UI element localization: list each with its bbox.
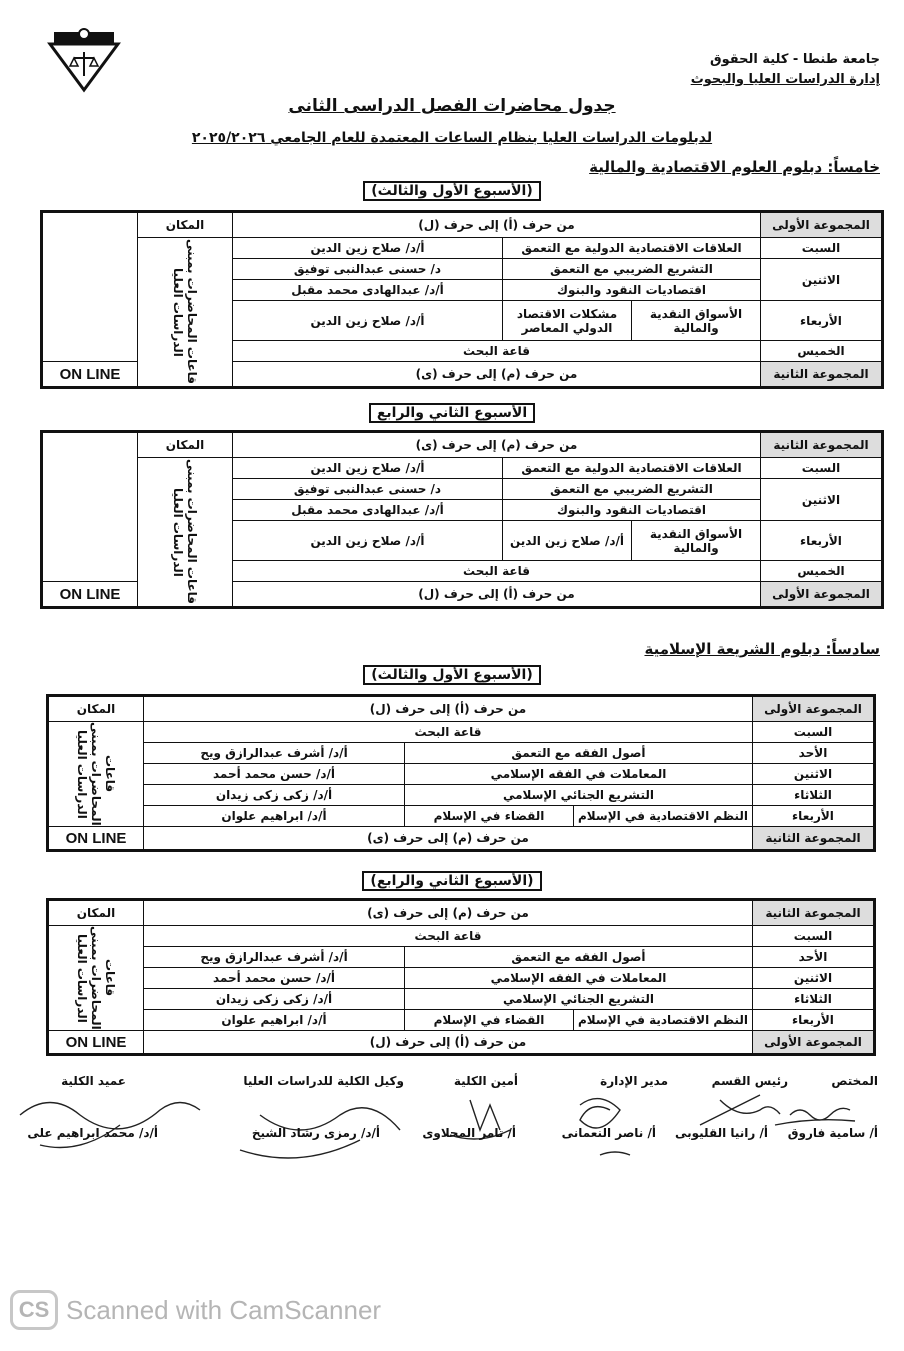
- place-cell: قاعات المحاضرات بمبنى الدراسات العليا: [138, 458, 233, 608]
- letter-range: من حرف (أ) إلى حرف (ل): [144, 696, 753, 722]
- professor-cell: أ/د/ ابراهيم علوان: [144, 806, 405, 827]
- group-label: المجموعة الأولى: [761, 212, 883, 238]
- signature-role: عميد الكلية: [61, 1074, 126, 1088]
- letter-range: من حرف (م) إلى حرف (ى): [144, 827, 753, 851]
- research-hall: قاعة البحث: [233, 561, 761, 582]
- course-cell: التشريع الضريبي مع التعمق: [503, 259, 761, 280]
- place-cell: قاعات المحاضرات بمبنى الدراسات العليا: [138, 238, 233, 388]
- signature-role: المختص: [831, 1074, 878, 1088]
- week-label: (الأسبوع الأول والثالث): [0, 667, 904, 683]
- group-label: المجموعة الثانية: [761, 432, 883, 458]
- online-label: ON LINE: [48, 827, 144, 851]
- day-cell: الأحد: [753, 947, 875, 968]
- place-header: المكان: [138, 432, 233, 458]
- professor-cell: أ/د/ ابراهيم علوان: [144, 1010, 405, 1031]
- professor-cell: أ/د/ أشرف عبدالرازق ويح: [144, 743, 405, 764]
- professor-cell: أ/د/ حسن محمد أحمد: [144, 764, 405, 785]
- course-cell: الأسواق النقدية والمالية: [632, 301, 761, 341]
- professor-cell: أ/د/ صلاح زين الدين: [233, 238, 503, 259]
- place-header: المكان: [48, 696, 144, 722]
- day-cell: السبت: [761, 238, 883, 259]
- signature-name: أ/ رانيا القليوبى: [674, 1126, 768, 1140]
- letter-range: من حرف (م) إلى حرف (ى): [233, 362, 761, 388]
- course-cell: أصول الفقه مع التعمق: [405, 947, 753, 968]
- professor-cell: أ/د/ صلاح زين الدين: [233, 458, 503, 479]
- professor-cell: أ/د/ عبدالهادى محمد مقبل: [233, 280, 503, 301]
- group-label: المجموعة الثانية: [753, 900, 875, 926]
- professor-cell: أ/د/ حسن محمد أحمد: [144, 968, 405, 989]
- department-name: إدارة الدراسات العليا والبحوث: [690, 72, 880, 87]
- letter-range: من حرف (م) إلى حرف (ى): [233, 432, 761, 458]
- research-hall: قاعة البحث: [144, 722, 753, 743]
- professor-cell: أ/د/ زكى زكى زيدان: [144, 785, 405, 806]
- group-label: المجموعة الثانية: [761, 362, 883, 388]
- day-cell: الاثنين: [753, 968, 875, 989]
- signature-name: أ/ سامية فاروق: [787, 1126, 878, 1140]
- group-label: المجموعة الثانية: [753, 827, 875, 851]
- schedule-table: [46, 694, 876, 852]
- schedule-table: [40, 430, 884, 609]
- course-cell: النظم الاقتصادية في الإسلام: [574, 806, 753, 827]
- day-cell: السبت: [753, 926, 875, 947]
- professor-cell: أ/د/ أشرف عبدالرازق ويح: [144, 947, 405, 968]
- letter-range: من حرف (أ) إلى حرف (ل): [233, 212, 761, 238]
- schedule-table: [40, 210, 884, 389]
- professor-cell: أ/د/ عبدالهادى محمد مقبل: [233, 500, 503, 521]
- camscanner-text: Scanned with CamScanner: [66, 1294, 382, 1325]
- day-cell: الخميس: [761, 341, 883, 362]
- section-title: خامساً: دبلوم العلوم الاقتصادية والمالية: [589, 158, 880, 176]
- university-name: جامعة طنطا - كلية الحقوق: [709, 52, 880, 67]
- course-cell: المعاملات في الفقه الإسلامي: [405, 968, 753, 989]
- course-cell: المعاملات في الفقه الإسلامي: [405, 764, 753, 785]
- professor-cell: أ/د/ صلاح زين الدين: [233, 521, 503, 561]
- week-label: (الأسبوع الأول والثالث): [0, 183, 904, 199]
- signature-name: أ/د/ رمزى رشاد الشيخ: [251, 1126, 380, 1140]
- course-cell: التشريع الجنائي الإسلامي: [405, 785, 753, 806]
- group-label: المجموعة الأولى: [753, 1031, 875, 1055]
- signature-name: أ/ تامر المحلاوى: [422, 1126, 516, 1140]
- course-cell: اقتصاديات النقود والبنوك: [503, 280, 761, 301]
- course-cell: العلاقات الاقتصادية الدولية مع التعمق: [503, 238, 761, 259]
- course-cell: القضاء في الإسلام: [405, 806, 574, 827]
- day-cell: الأحد: [753, 743, 875, 764]
- course-cell: التشريع الجنائي الإسلامي: [405, 989, 753, 1010]
- course-cell: العلاقات الاقتصادية الدولية مع التعمق: [503, 458, 761, 479]
- group-label: المجموعة الأولى: [761, 582, 883, 608]
- signature-role: وكيل الكلية للدراسات العليا: [243, 1074, 404, 1088]
- place-cell: قاعات المحاضرات بمبنى الدراسات العليا: [48, 926, 144, 1031]
- professor-cell: د/ حسنى عبدالنبى توفيق: [233, 259, 503, 280]
- week-label: (الأسبوع الثاني والرابع): [0, 873, 904, 889]
- letter-range: من حرف (أ) إلى حرف (ل): [233, 582, 761, 608]
- online-label: ON LINE: [42, 582, 138, 608]
- place-cell: قاعات المحاضرات بمبنى الدراسات العليا: [48, 722, 144, 827]
- course-cell: مشكلات الاقتصاد الدولي المعاصر: [503, 301, 632, 341]
- place-header: المكان: [48, 900, 144, 926]
- signature-name: أ/ ناصر النعمانى: [561, 1126, 656, 1140]
- day-cell: الاثنين: [761, 259, 883, 301]
- schedule-table: [46, 898, 876, 1056]
- section-title: سادساً: دبلوم الشريعة الإسلامية: [644, 640, 880, 658]
- day-cell: الاثنين: [753, 764, 875, 785]
- day-cell: الأربعاء: [761, 521, 883, 561]
- day-cell: السبت: [761, 458, 883, 479]
- professor-cell: د/ حسنى عبدالنبى توفيق: [233, 479, 503, 500]
- university-logo: [44, 22, 124, 98]
- course-cell: النظم الاقتصادية في الإسلام: [574, 1010, 753, 1031]
- day-cell: الثلاثاء: [753, 785, 875, 806]
- camscanner-watermark: [10, 1290, 381, 1330]
- day-cell: الأربعاء: [761, 301, 883, 341]
- page-title: جدول محاضرات الفصل الدراسى الثانى: [288, 96, 616, 116]
- day-cell: الأربعاء: [753, 1010, 875, 1031]
- signature-names: [16, 1126, 888, 1144]
- day-cell: الاثنين: [761, 479, 883, 521]
- course-cell: التشريع الضريبي مع التعمق: [503, 479, 761, 500]
- online-label: ON LINE: [42, 362, 138, 388]
- professor-cell: أ/د/ زكى زكى زيدان: [144, 989, 405, 1010]
- signature-role: رئيس القسم: [711, 1074, 788, 1088]
- camscanner-logo-icon: CS: [10, 1290, 58, 1330]
- day-cell: السبت: [753, 722, 875, 743]
- research-hall: قاعة البحث: [233, 341, 761, 362]
- day-cell: الخميس: [761, 561, 883, 582]
- letter-range: من حرف (م) إلى حرف (ى): [144, 900, 753, 926]
- group-label: المجموعة الأولى: [753, 696, 875, 722]
- research-hall: قاعة البحث: [144, 926, 753, 947]
- professor-cell: أ/د/ صلاح زين الدين: [503, 521, 632, 561]
- day-cell: الثلاثاء: [753, 989, 875, 1010]
- course-cell: الأسواق النقدية والمالية: [632, 521, 761, 561]
- week-label: الأسبوع الثاني والرابع: [0, 405, 904, 421]
- course-cell: القضاء في الإسلام: [405, 1010, 574, 1031]
- signature-name: أ/د/ محمد ابراهيم على: [27, 1126, 158, 1140]
- place-header: المكان: [138, 212, 233, 238]
- signature-role: أمين الكلية: [453, 1074, 518, 1088]
- online-label: ON LINE: [48, 1031, 144, 1055]
- course-cell: اقتصاديات النقود والبنوك: [503, 500, 761, 521]
- signature-role: مدير الإدارة: [600, 1074, 668, 1088]
- letter-range: من حرف (أ) إلى حرف (ل): [144, 1031, 753, 1055]
- day-cell: الأربعاء: [753, 806, 875, 827]
- page-subtitle: لدبلومات الدراسات العليا بنظام الساعات المعتمدة للعام الجامعي ٢٠٢٥/٢٠٢٦: [191, 130, 713, 146]
- header-institution: [691, 50, 880, 90]
- professor-cell: أ/د/ صلاح زين الدين: [233, 301, 503, 341]
- course-cell: أصول الفقه مع التعمق: [405, 743, 753, 764]
